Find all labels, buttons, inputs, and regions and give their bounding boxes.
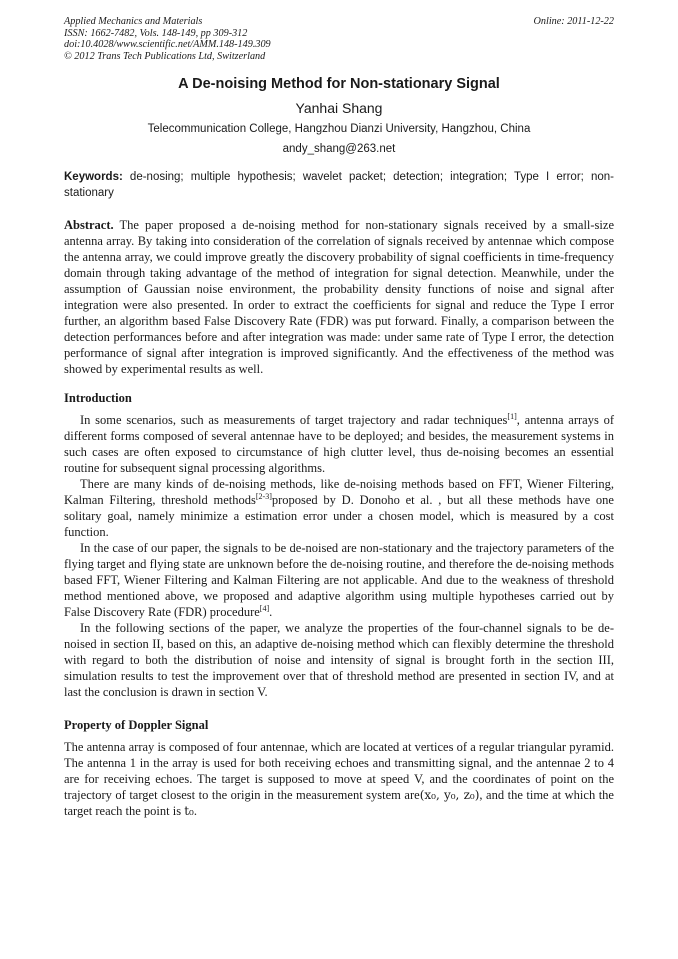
intro-p2-text-b: proposed by D. Donoho et al. , but all these methods have one solitary goal, namely minimize a estimation error under a chosen model, which is measured by a cost function. [64, 493, 614, 539]
intro-p3-text-b: . [269, 605, 273, 619]
header-left [64, 16, 271, 62]
doi-line: doi:10.4028/www.scientific.net/AMM.148-149.309 [64, 39, 271, 50]
intro-paragraph-2 [64, 476, 614, 540]
keywords-text: de-nosing; multiple hypothesis; wavelet packet; detection; integration; Type I error; non-stationary [64, 171, 614, 199]
doppler-paragraph-1 [64, 739, 614, 819]
keywords [64, 169, 614, 201]
author-name: Yanhai Shang [295, 100, 383, 116]
abstract [64, 217, 614, 377]
intro-paragraph-4: In the following sections of the paper, we analyze the properties of the four-channel signals to be de-noised in section II, based on this, an adaptive de-noising method which can flexibly determine the threshold with regard to both the distribution of noise and intensity of signal is brought forth in the section III, simulation results to test the improvement over that of threshold method are presented in section IV, and at last the conclusion is drawn in section V. [64, 621, 614, 699]
citation-1[interactable]: [1] [507, 412, 517, 421]
doppler-p1-text-a: The antenna array is composed of four antennae, which are located at vertices of a regular triangular pyramid. The antenna 1 in the array is used for both receiving echoes and transmitting signal, and the antennae 2 to 4 are for receiving echoes. The target is supposed to move at speed V, and the coordinates of point on the trajectory of target closest to the origin in the measurement system are [64, 740, 614, 802]
journal-name: Applied Mechanics and Materials [64, 16, 203, 27]
keywords-label: Keywords: [64, 171, 123, 183]
citation-4[interactable]: [4] [259, 604, 270, 613]
issn-line: ISSN: 1662-7482, Vols. 148-149, pp 309-312 [64, 27, 248, 39]
intro-p2-text-a: There are many kinds of de-noising methods, like de-noising methods based on FFT, Wiener Filtering, Kalman Filtering, threshold methods [64, 477, 614, 507]
intro-p3-text-a: In the case of our paper, the signals to be de-noised are non-stationary and the trajectory parameters of the flying target and flying state are unknown before the de-noising routine, and therefore the de-noising methods based FFT, Wiener Filtering and Kalman Filtering are not applicable. And due to the weakness of threshold method mentioned above, we proposed and adaptive algorithm using multiple hypotheses carried out by False Discovery Rate (FDR) procedure [64, 541, 614, 619]
doppler-body [64, 739, 614, 819]
doppler-p1-text-b: , and the time at which the target reach the point is [64, 788, 614, 818]
paper-title: A De-noising Method for Non-stationary Signal [178, 76, 500, 92]
copyright-line: © 2012 Trans Tech Publications Ltd, Switzerland [64, 50, 266, 62]
intro-paragraph-3 [64, 540, 614, 620]
doppler-p1-text-c: . [193, 804, 197, 818]
online-date: Online: 2011-12-22 [533, 16, 614, 27]
journal-header [64, 16, 614, 62]
intro-p1-text-b: , antenna arrays of different forms composed of several antennae have to be deployed; and besides, the measurement systems in such cases are often exposed to circumstance of high clutter level, thus de-noising becomes an essential routine for subsequent signal processing algorithms. [64, 413, 614, 475]
citation-2-3[interactable]: [2-3] [255, 492, 272, 501]
abstract-text: The paper proposed a de-noising method for non-stationary signals received by a small-size antenna array. By taking into consideration of the correlation of signals received by antennae which compose the antenna array, we could improve greatly the discovery probability of signal coefficients in time-frequency domain through taking advantage of the method of integration for signal detection. Meanwhile, under the assumption of Gaussian noise environment, the probability density functions of noise and signal after integration were also presented. In order to extract the coefficients for signal and reduce the Type I error further, an algorithm based False Discovery Rate (FDR) was put forward. Finally, a comparison between the detection performances before and after integration was made: under same rate of Type I error, the detection performance of signal after integration is improved significantly. And the effectiveness of the method was showed by experimental results as well. [64, 218, 614, 376]
affiliation: Telecommunication College, Hangzhou Dianzi University, Hangzhou, China [147, 123, 531, 135]
doppler-heading: Property of Doppler Signal [64, 718, 209, 732]
abstract-label: Abstract. [64, 218, 114, 232]
introduction-heading: Introduction [64, 391, 132, 405]
time-t0-math: t₀ [184, 804, 194, 818]
intro-p1-text-a: In some scenarios, such as measurements of target trajectory and radar techniques [80, 413, 508, 427]
introduction-body [64, 412, 614, 700]
origin-coordinates-math: (x₀, y₀, z₀) [419, 788, 480, 802]
intro-paragraph-1 [64, 412, 614, 476]
author-email[interactable]: andy_shang@263.net [282, 143, 396, 155]
